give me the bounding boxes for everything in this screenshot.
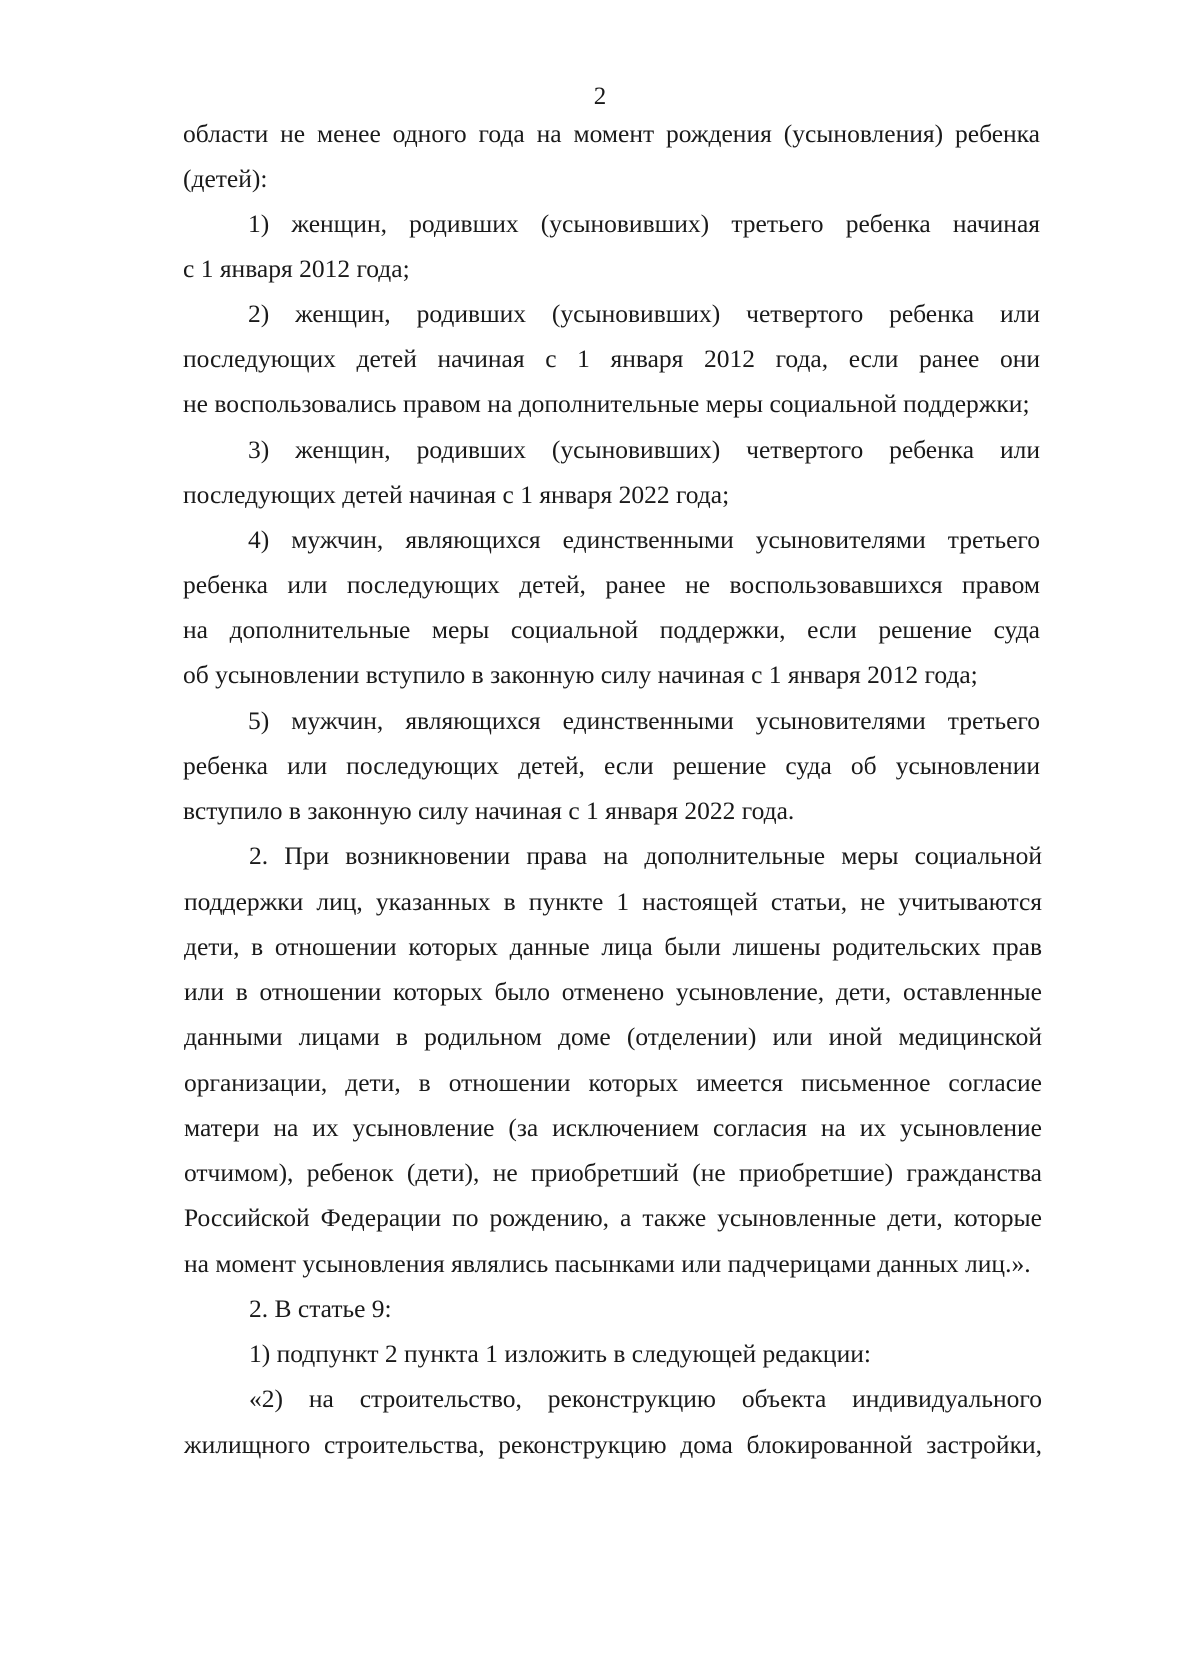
text-line: отчимом), ребенок (дети), не приобретший (не приобретшие) гражданства xyxy=(184,1158,1042,1187)
text-line: последующих детей начиная с 1 января 2012 года, если ранее они xyxy=(183,344,1040,373)
text-line: матери на их усыновление (за исключением согласия на их усыновление xyxy=(184,1113,1042,1142)
text-line: об усыновлении вступило в законную силу начиная с 1 января 2012 года; xyxy=(183,660,978,689)
text-line: жилищного строительства, реконструкцию дома блокированной застройки, xyxy=(184,1430,1042,1459)
text-line: данными лицами в родильном доме (отделении) или иной медицинской xyxy=(184,1022,1042,1051)
text-line: 2. При возникновении права на дополнительные меры социальной xyxy=(249,841,1042,870)
text-line: на дополнительные меры социальной поддержки, если решение суда xyxy=(183,615,1040,644)
text-line: поддержки лиц, указанных в пункте 1 настоящей статьи, не учитываются xyxy=(184,887,1042,916)
text-line: вступило в законную силу начиная с 1 января 2022 года. xyxy=(183,796,795,825)
text-line: 1) подпункт 2 пункта 1 изложить в следующей редакции: xyxy=(249,1339,871,1368)
text-line: ребенка или последующих детей, если решение суда об усыновлении xyxy=(183,751,1040,780)
text-line: Российской Федерации по рождению, а также усыновленные дети, которые xyxy=(184,1203,1042,1232)
text-line: 5) мужчин, являющихся единственными усыновителями третьего xyxy=(248,706,1040,735)
text-line: или в отношении которых было отменено усыновление, дети, оставленные xyxy=(184,977,1042,1006)
text-line: последующих детей начиная с 1 января 2022 года; xyxy=(183,480,730,509)
text-line: на момент усыновления являлись пасынками или падчерицами данных лиц.». xyxy=(184,1249,1031,1278)
text-line: организации, дети, в отношении которых имеется письменное согласие xyxy=(184,1068,1042,1097)
text-line: 1) женщин, родивших (усыновивших) третьего ребенка начиная xyxy=(248,209,1040,238)
text-line: (детей): xyxy=(183,164,268,193)
text-line: ребенка или последующих детей, ранее не воспользовавшихся правом xyxy=(183,570,1040,599)
text-line: 2. В статье 9: xyxy=(249,1294,392,1323)
text-line: 2) женщин, родивших (усыновивших) четвертого ребенка или xyxy=(248,299,1040,328)
text-line: «2) на строительство, реконструкцию объекта индивидуального xyxy=(249,1384,1042,1413)
page-number: 2 xyxy=(593,83,607,110)
text-line: не воспользовались правом на дополнительные меры социальной поддержки; xyxy=(183,389,1030,418)
text-line: дети, в отношении которых данные лица были лишены родительских прав xyxy=(184,932,1042,961)
text-line: с 1 января 2012 года; xyxy=(183,254,410,283)
text-line: 3) женщин, родивших (усыновивших) четвертого ребенка или xyxy=(248,435,1040,464)
text-line: 4) мужчин, являющихся единственными усыновителями третьего xyxy=(248,525,1040,554)
text-line: области не менее одного года на момент рождения (усыновления) ребенка xyxy=(183,119,1040,148)
